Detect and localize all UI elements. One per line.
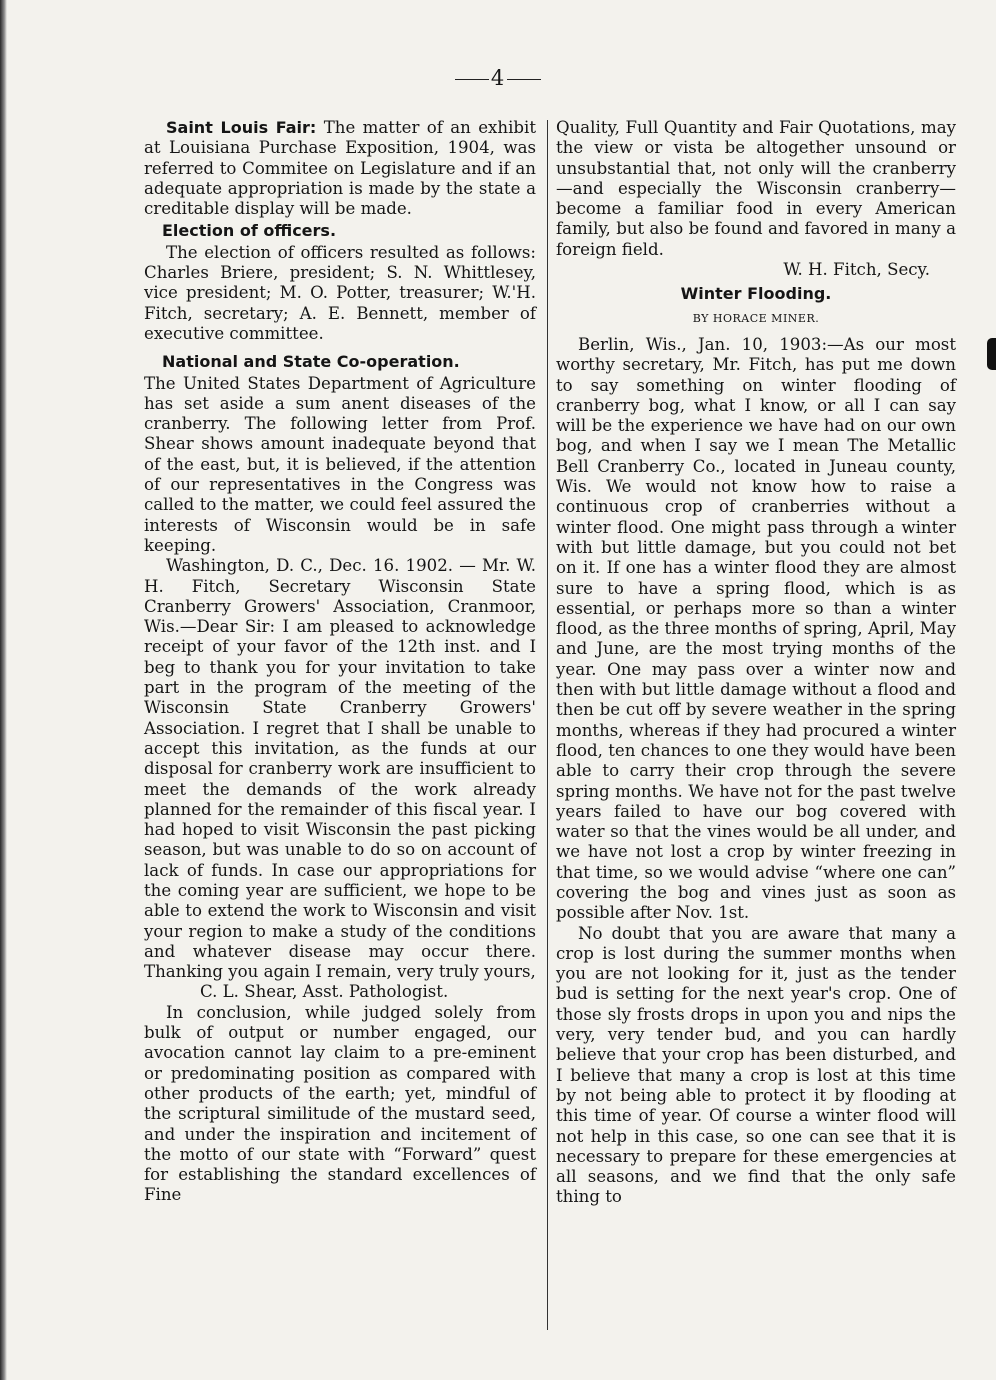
flooding-paragraph-1: Berlin, Wis., Jan. 10, 1903:—As our most worthy secretary, Mr. Fitch, has put me down to say something on winter flooding of cranberry bog, what I know, or all I can say will be the experience we have had on our own bog, and when I say we I mean The Metallic Bell Cranberry Co., located in Juneau county, Wis. We would not know how to raise a continuous crop of cranberries without a winter flood. One might pass through a winter with but little damage, but you could not bet on it. If one has a winter flood they are almost sure to have a spring flood, which is as essential, or perhaps more so than a winter flood, as the three months of spring, April, May and June, are the most trying months of the year. One may pass over a winter now and then with but little damage without a flood and then be cut off by severe weather in the spring months, whereas if they had procured a winter flood, ten chances to one they would have been able to carry their crop through the severe spring months. We have not for the past twelve years failed to have our bog covered with water so that the vines would be all under, and we have not lost a crop by winter freezing in that time, so we would advise “where one can” covering the bog and vines just as soon as possible after Nov. 1st. (556, 334, 956, 923)
conclusion-continued: Quality, Full Quantity and Fair Quotations, may the view or vista be altogether unsound or unsubstantial that, not only will the cranberry—and especially the Wisconsin cranberry—become a familiar food in every American family, but also be found and favored in many a foreign field. (556, 118, 956, 259)
national-heading: National and State Co-operation. (162, 352, 460, 372)
scan-mark (987, 338, 996, 370)
national-paragraph: The United States Department of Agriculture has set aside a sum anent diseases of the cranberry. The following letter from Prof. Shear shows amount inadequate beyond that of the east, but, it is believed, if the attention of our representatives in the Congress was called to the matter, we could feel assured the interests of Wisconsin would be in safe keeping. (144, 373, 536, 555)
letter-paragraph: Washington, D. C., Dec. 16. 1902. — Mr. W. H. Fitch, Secretary Wisconsin State Cranberry Growers' Association, Cranmoor, Wis.—Dear Sir: I am pleased to acknowledge receipt of your favor of the 12th inst. and I beg to thank you for your invitation to take part in the program of the meeting of the Wisconsin State Cranberry Growers' Association. I regret that I shall be unable to accept this invitation, as the funds at our disposal for cranberry work are insufficient to meet the demands of the work already planned for the remainder of this fiscal year. I had hoped to visit Wisconsin the past picking season, but was unable to do so on account of lack of funds. In case our appropriations for the coming year are sufficient, we hope to be able to extend the work to Wisconsin and visit your region to make a study of the conditions and whatever disease may occur there. Thanking you again I remain, very truly yours, (144, 556, 536, 982)
flooding-heading: Winter Flooding. (680, 284, 832, 304)
election-heading: Election of officers. (162, 221, 337, 241)
secretary-signature: W. H. Fitch, Secy. (783, 260, 930, 280)
fair-heading: Saint Louis Fair: (166, 118, 317, 137)
right-column (556, 118, 956, 1208)
folio-rule-right (507, 79, 541, 80)
flooding-byline: BY HORACE MINER. (692, 311, 820, 325)
election-paragraph: The election of officers resulted as follows: Charles Briere, president; S. N. Whittlesey, vice president; M. O. Potter, treasurer; W.'H. Fitch, secretary; A. E. Bennett, member of executive committee. (144, 242, 536, 343)
fair-text: The matter of an exhibit at Louisiana Purchase Exposition, 1904, was referred to Commitee on Legislature and if an adequate appropriation is made by the state a creditable display will be made. (144, 118, 536, 219)
conclusion-paragraph: In conclusion, while judged solely from bulk of output or number engaged, our avocation cannot lay claim to a pre-eminent or predominating position as compared with other products of the earth; yet, mindful of the scriptural similitude of the mustard seed, and under the inspiration and incitement of the motto of our state with “Forward” quest for establishing the standard excellences of Fine (144, 1002, 536, 1205)
page-number (0, 66, 996, 90)
folio-rule-left (455, 79, 489, 80)
page-number-text: 4 (490, 66, 506, 90)
left-column (144, 118, 536, 1206)
fair-paragraph (144, 118, 536, 219)
flooding-paragraph-2: No doubt that you are aware that many a crop is lost during the summer months when you are not looking for it, just as the tender bud is setting for the next year's crop. One of those sly frosts drops in upon you and nips the very, very tender bud, and you can hardly believe that your crop has been disturbed, and I believe that many a crop is lost at this time by not being able to protect it by flooding at this time of year. Of course a winter flood will not help in this case, so one can see that it is necessary to prepare for these emergencies at all seasons, and we find that the only safe thing to (556, 923, 956, 1207)
column-divider (547, 120, 548, 1330)
letter-signature: C. L. Shear, Asst. Pathologist. (200, 982, 449, 1002)
page-edge-shadow (0, 0, 7, 1380)
